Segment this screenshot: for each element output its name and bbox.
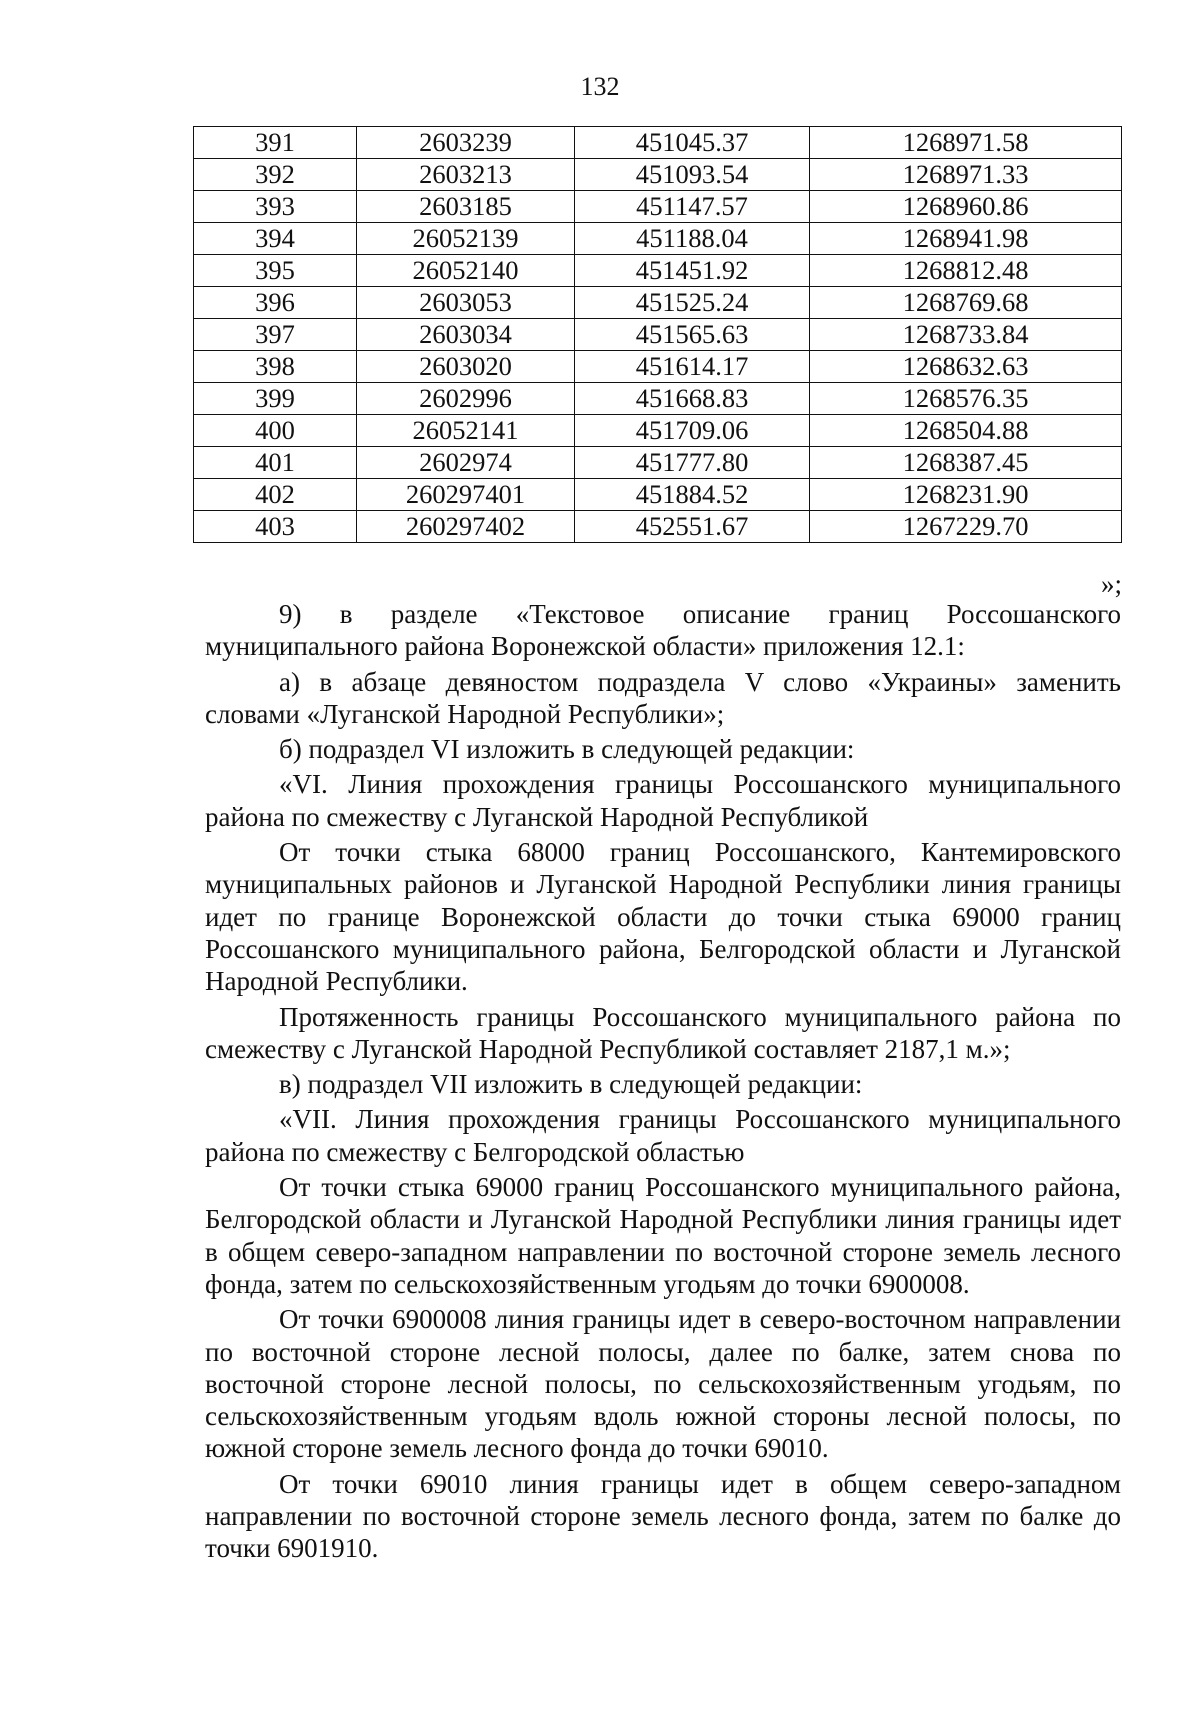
point-number-cell: 402 [194, 479, 357, 511]
table-row [194, 287, 1122, 319]
x-coordinate-cell: 451614.17 [575, 351, 810, 383]
point-id-cell: 26052141 [357, 415, 575, 447]
y-coordinate-cell: 1268632.63 [810, 351, 1122, 383]
paragraph: От точки стыка 68000 границ Россошанского, Кантемировского муниципальных районов и Луганской Народной Республики линия границы идет по границе Воронежской области до точки стыка 69000 границ Россошанского муниципального района, Белгородской области и Луганской Народной Республики. [205, 837, 1121, 997]
point-id-cell: 2603034 [357, 319, 575, 351]
point-id-cell: 2603053 [357, 287, 575, 319]
point-number-cell: 403 [194, 511, 357, 543]
x-coordinate-cell: 451884.52 [575, 479, 810, 511]
y-coordinate-cell: 1268504.88 [810, 415, 1122, 447]
x-coordinate-cell: 451451.92 [575, 255, 810, 287]
point-number-cell: 401 [194, 447, 357, 479]
y-coordinate-cell: 1267229.70 [810, 511, 1122, 543]
paragraph: От точки стыка 69000 границ Россошанского муниципального района, Белгородской области и Луганской Народной Республики линия границы идет в общем северо-западном направлении по восточной стороне земель лесного фонда, затем по сельскохозяйственным угодьям до точки 6900008. [205, 1172, 1121, 1299]
y-coordinate-cell: 1268231.90 [810, 479, 1122, 511]
table-row [194, 223, 1122, 255]
x-coordinate-cell: 451777.80 [575, 447, 810, 479]
point-id-cell: 260297402 [357, 511, 575, 543]
point-number-cell: 393 [194, 191, 357, 223]
table-row [194, 159, 1122, 191]
point-number-cell: 400 [194, 415, 357, 447]
point-number-cell: 399 [194, 383, 357, 415]
point-number-cell: 398 [194, 351, 357, 383]
x-coordinate-cell: 451147.57 [575, 191, 810, 223]
x-coordinate-cell: 451709.06 [575, 415, 810, 447]
point-id-cell: 2603020 [357, 351, 575, 383]
y-coordinate-cell: 1268941.98 [810, 223, 1122, 255]
point-id-cell: 26052139 [357, 223, 575, 255]
table-row [194, 447, 1122, 479]
x-coordinate-cell: 451525.24 [575, 287, 810, 319]
y-coordinate-cell: 1268971.33 [810, 159, 1122, 191]
x-coordinate-cell: 451045.37 [575, 127, 810, 159]
body-text [205, 598, 1121, 1568]
point-id-cell: 2603239 [357, 127, 575, 159]
x-coordinate-cell: 451093.54 [575, 159, 810, 191]
paragraph: в) подраздел VII изложить в следующей редакции: [279, 1069, 863, 1100]
point-id-cell: 260297401 [357, 479, 575, 511]
table-row [194, 383, 1122, 415]
x-coordinate-cell: 451668.83 [575, 383, 810, 415]
paragraph: От точки 69010 линия границы идет в общем северо-западном направлении по восточной стороне земель лесного фонда, затем по балке до точки 6901910. [205, 1468, 1121, 1564]
table-row [194, 255, 1122, 287]
paragraph: Протяженность границы Россошанского муниципального района по смежеству с Луганской Народной Республикой составляет 2187,1 м.»; [205, 1001, 1121, 1064]
paragraph: б) подраздел VI изложить в следующей редакции: [279, 734, 855, 765]
x-coordinate-cell: 452551.67 [575, 511, 810, 543]
table-row [194, 479, 1122, 511]
paragraph: 9) в разделе «Текстовое описание границ Россошанского муниципального района Воронежской области» приложения 12.1: [205, 599, 1121, 662]
y-coordinate-cell: 1268960.86 [810, 191, 1122, 223]
y-coordinate-cell: 1268769.68 [810, 287, 1122, 319]
point-number-cell: 395 [194, 255, 357, 287]
point-number-cell: 397 [194, 319, 357, 351]
paragraph: «VII. Линия прохождения границы Россошанского муниципального района по смежеству с Белгородской областью [205, 1104, 1121, 1167]
page-number: 132 [580, 72, 620, 101]
x-coordinate-cell: 451188.04 [575, 223, 810, 255]
y-coordinate-cell: 1268812.48 [810, 255, 1122, 287]
y-coordinate-cell: 1268971.58 [810, 127, 1122, 159]
y-coordinate-cell: 1268576.35 [810, 383, 1122, 415]
y-coordinate-cell: 1268387.45 [810, 447, 1122, 479]
point-id-cell: 2602974 [357, 447, 575, 479]
paragraph: «VI. Линия прохождения границы Россошанского муниципального района по смежеству с Луганской Народной Республикой [205, 769, 1121, 832]
paragraph: а) в абзаце девяностом подраздела V слово «Украины» заменить словами «Луганской Народной Республики»; [205, 666, 1121, 729]
table-row [194, 351, 1122, 383]
point-id-cell: 2602996 [357, 383, 575, 415]
table-row [194, 191, 1122, 223]
coordinates-table [193, 126, 1122, 543]
table-row [194, 511, 1122, 543]
table-row [194, 319, 1122, 351]
point-number-cell: 391 [194, 127, 357, 159]
point-number-cell: 396 [194, 287, 357, 319]
closing-quote: »; [1100, 569, 1122, 599]
x-coordinate-cell: 451565.63 [575, 319, 810, 351]
point-id-cell: 2603185 [357, 191, 575, 223]
paragraph: От точки 6900008 линия границы идет в северо-восточном направлении по восточной стороне лесной полосы, далее по балке, затем снова по восточной стороне лесной полосы, по сельскохозяйственным угодьям, по сельскохозяйственным угодьям вдоль южной стороны лесной полосы, по южной стороне земель лесного фонда до точки 69010. [205, 1304, 1121, 1464]
point-id-cell: 26052140 [357, 255, 575, 287]
point-number-cell: 394 [194, 223, 357, 255]
coordinates-table-body [194, 127, 1122, 543]
table-row [194, 127, 1122, 159]
table-row [194, 415, 1122, 447]
point-id-cell: 2603213 [357, 159, 575, 191]
y-coordinate-cell: 1268733.84 [810, 319, 1122, 351]
point-number-cell: 392 [194, 159, 357, 191]
